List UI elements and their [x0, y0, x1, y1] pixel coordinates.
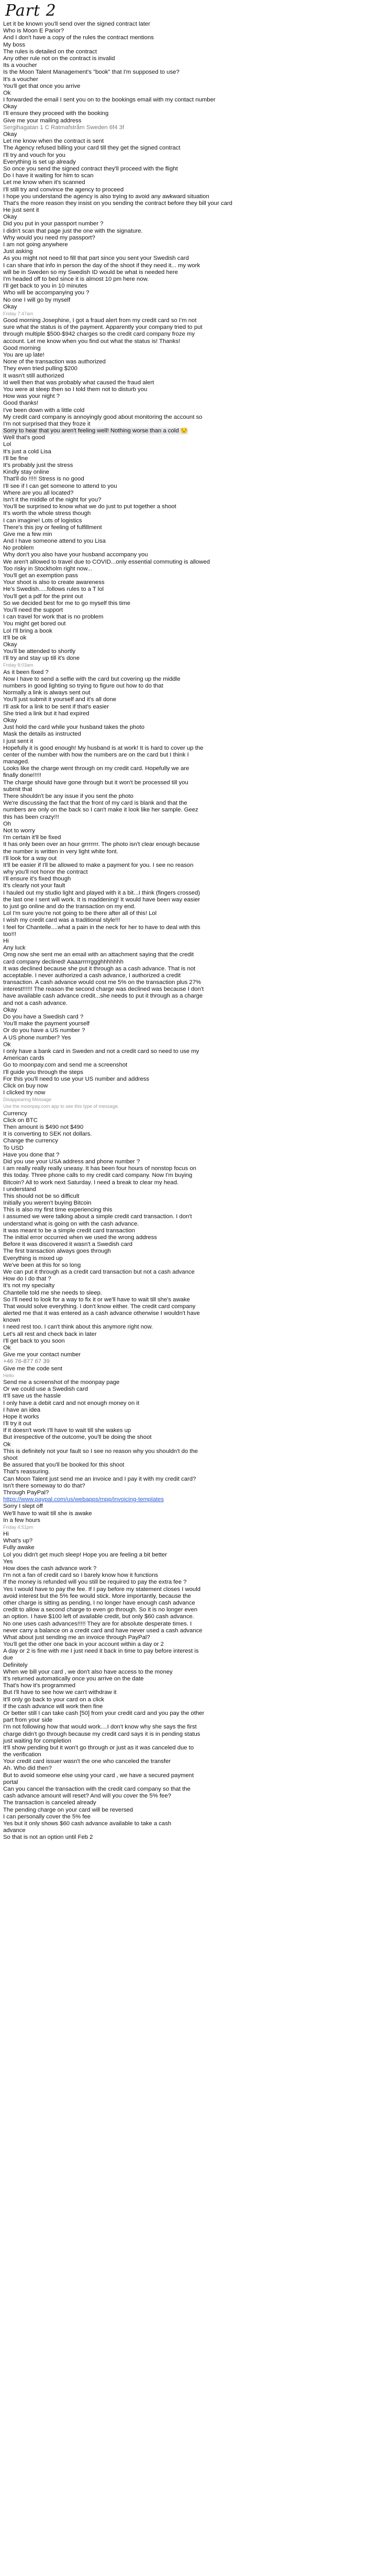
message-line: Hope it works — [3, 1413, 39, 1420]
message-line: Your credit card issuer wasn't the one who canceled the transfer — [3, 1758, 171, 1765]
message-line: Okay — [3, 214, 17, 221]
message-line: Omg now she sent me an email with an attachment saying that the credit — [3, 952, 194, 958]
message-line: I'm not surprised that they froze it — [3, 420, 91, 427]
message-line: It's a voucher — [3, 76, 38, 83]
message-line: As it been fixed ? — [3, 669, 49, 676]
message-line: No one uses cash advances!!!!! They are for absolute desperate times. I — [3, 1620, 192, 1627]
message-line: Just hold the card while your husband takes the photo — [3, 724, 145, 731]
message-line: I've been down with a little cold — [3, 407, 85, 414]
chat-transcript — [2, 21, 295, 1841]
message-line: Your shoot is also to create awareness — [3, 579, 105, 586]
message-line: She tried a link but it had expired — [3, 710, 89, 717]
message-line: Yes — [3, 1558, 13, 1565]
message-line: sure what the status is of the payment. Apparently your company tried to put — [3, 324, 203, 331]
message-line: Mask the details as instructed — [3, 731, 81, 738]
message-line: Give me your contact number — [3, 1352, 81, 1358]
message-line: You might get bored out — [3, 621, 66, 627]
message-line: You'll be attended to shortly — [3, 648, 76, 655]
timestamp-label: Friday 8:03am — [3, 662, 33, 668]
message-line: have available cash advance credit...she needs to put it through as a charge — [3, 993, 203, 1000]
message-line: It's clearly not your fault — [3, 883, 65, 889]
message-line: managed. — [3, 759, 30, 765]
message-line: It'll be easier if I'll be allowed to make a payment for you. I see no reason — [3, 862, 194, 868]
message-line: I didn't scan that page just the one with the signature. — [3, 227, 143, 234]
message-line: Give me the code sent — [3, 1365, 63, 1372]
message-line: How was your night ? — [3, 393, 60, 400]
message-line: I'll ensure they proceed with the booking — [3, 110, 109, 117]
message-line: I'll try it out — [3, 1421, 31, 1427]
message-line: That's reassuring. — [3, 1469, 50, 1475]
message-line: Why would you need my passport? — [3, 234, 95, 241]
message-line: Too risky in Stockholm right now... — [3, 565, 93, 572]
message-line: There's this joy or feeling of fulfillment — [3, 524, 102, 531]
message-line: You are up late! — [3, 352, 44, 358]
message-line: I only have a debit card and not enough money on it — [3, 1400, 140, 1406]
message-line: Isn't there someway to do that? — [3, 1482, 85, 1489]
timestamp-label: Hello — [3, 1372, 14, 1378]
message-line: We're discussing the fact that the front of my card is blank and that the — [3, 800, 187, 807]
message-line: I can imagine! Lots of logistics — [3, 517, 82, 524]
message-line: The pending charge on your card will be reversed — [3, 1806, 133, 1813]
message-line: Kindly stay online — [3, 469, 49, 476]
message-line: I hope you understand the agency is also trying to avoid any awkward situation — [3, 193, 209, 200]
message-line: None of the transaction was authorized — [3, 359, 106, 365]
message-line: Hopefully it is good enough! My husband is at work! It is hard to cover up the — [3, 745, 204, 751]
message-line: advance — [3, 1827, 26, 1834]
message-line: I'll get back to you soon — [3, 1337, 65, 1344]
message-line: just waiting for completion — [3, 1737, 71, 1744]
message-line: But irrespective of the outcome, you'll be doing the shoot — [3, 1434, 152, 1441]
message-line: other charge is sitting as pending, I no longer have enough cash advance — [3, 1599, 195, 1606]
message-line: He just sent it — [3, 207, 39, 214]
message-line: I only have a bank card in Sweden and not a credit card so need to use my — [3, 1048, 199, 1055]
message-line: It's returned automatically once you arrive on the date — [3, 1676, 144, 1682]
message-line: Any other rule not on the contract is invalid — [3, 55, 115, 62]
message-line: You were at sleep then so I told them not to disturb you — [3, 386, 148, 393]
message-line: Give me your mailing address — [3, 117, 82, 124]
message-line: You'll get an exemption pass — [3, 573, 79, 579]
message-line: How does the cash advance work ? — [3, 1565, 97, 1572]
message-line: It'll be ok — [3, 634, 27, 641]
message-line: Ok — [3, 1041, 11, 1048]
message-line: That's how it's programmed — [3, 1682, 76, 1689]
message-line: I'll look for a way out — [3, 855, 57, 862]
message-line: A day or 2 is fine with me I just need it back in time to pay before interest is — [3, 1648, 199, 1655]
message-line: Ah. Who did then? — [3, 1765, 52, 1772]
message-line: I'll be fine — [3, 455, 28, 462]
message-line: It's not my specialty — [3, 1283, 55, 1289]
message-line: too!!! — [3, 931, 17, 937]
message-line: We've been at this for so long — [3, 1262, 81, 1268]
message-line: numbers are only on the back so I can't make it look like her sample. Geez — [3, 807, 198, 814]
message-line: Ok — [3, 1441, 11, 1448]
message-line: I hauled out my studio light and played with it a bit...I think (fingers crossed) — [3, 889, 200, 896]
message-line: Let it be known you'll send over the signed contract later — [3, 21, 150, 27]
message-line: I'll see if I can get someone to attend to you — [3, 483, 117, 489]
message-line: This is also my first time experiencing this — [3, 1207, 113, 1213]
message-line: I'm not a fan of credit card so I barely know how it functions — [3, 1572, 159, 1579]
message-line: Ok — [3, 89, 11, 96]
message-line: Fully awake — [3, 1544, 35, 1551]
message-line: I need rest too. I can't think about this anymore right now. — [3, 1324, 153, 1331]
message-line: Hi — [3, 1531, 9, 1538]
message-line: It was meant to be a simple credit card transaction — [3, 1227, 135, 1234]
message-line: understand what is going on with the cash advance. — [3, 1220, 139, 1227]
message-line: We aren't allowed to travel due to COVID...only essential commuting is allowed — [3, 558, 210, 565]
message-line: shoot — [3, 1455, 18, 1461]
message-line: interest!!!!!! The reason the second charge was declined was because I don't — [3, 986, 204, 993]
message-line: Chantelle told me she needs to sleep. — [3, 1289, 103, 1296]
message-line: charge didn't go through because my credit card says it is in pending status — [3, 1731, 200, 1737]
message-line: Lol I'll bring a book — [3, 627, 52, 634]
message-line: Good thanks! — [3, 400, 39, 407]
message-line: And I have someone attend to you Lisa — [3, 538, 106, 545]
message-line: will be in Sweden so my Swedish ID would be what is needed here — [3, 269, 178, 276]
message-line: I forwarded the email I sent you on to the bookings email with my contact number — [3, 97, 216, 104]
message-line: Initially you weren't buying Bitcoin — [3, 1200, 92, 1207]
message-line: through multiple $500-$942 charges so the credit card company froze my — [3, 331, 195, 338]
message-line: Sorry I slept off — [3, 1503, 43, 1510]
message-line: center of the number with how the numbers are on the card but I think I — [3, 751, 189, 758]
message-line: I'm not following how that would work....I don't know why she says the first — [3, 1724, 197, 1731]
message-line: It has only been over an hour grrrrrrr. The photo isn't clear enough because — [3, 841, 200, 848]
message-line: But I'll have to see how we can't withdraw it — [3, 1689, 117, 1696]
message-line: the number is written in very light white font. — [3, 848, 118, 855]
message-line: It's probably just the stress — [3, 462, 73, 468]
message-line: portal — [3, 1779, 18, 1785]
message-line: Well that's good — [3, 434, 45, 441]
message-line: The charge should have gone through but it won't be processed till you — [3, 779, 188, 786]
message-line: I have an idea — [3, 1406, 40, 1413]
message-line: Or we could use a Swedish card — [3, 1386, 88, 1393]
message-line: There shouldn't be any issue if you sent the photo — [3, 793, 133, 799]
message-line: As you might not need to fill that part since you sent your Swedish card — [3, 255, 189, 262]
message-line: alerted me that it was entered as a cash advance otherwise I wouldn't have — [3, 1310, 200, 1317]
message-line: I just sent it — [3, 738, 33, 745]
message-line: It was declined because she put it through as a cash advance. That is not — [3, 965, 196, 972]
message-line: I can share that info in person the day of the shoot if they need it... my work — [3, 262, 200, 269]
message-line: You'll be surprised to know what we do just to put together a shoot — [3, 503, 176, 510]
message-line: known — [3, 1317, 20, 1324]
message-line: card company declined! Aaaarrrrrggghhhhhhh — [3, 958, 124, 965]
message-line: Isn't it the middle of the night for you? — [3, 496, 102, 503]
message-line: Okay — [3, 104, 17, 110]
message-line: A US phone number? Yes — [3, 1034, 71, 1041]
message-line: avoid interest but the 5% fee would stick. More importantly, because the — [3, 1593, 191, 1599]
message-line: Who will be accompanying you ? — [3, 290, 89, 296]
message-line: What about just sending me an invoice through PayPal? — [3, 1634, 150, 1641]
message-line: So we decided best for me to go myself this time — [3, 600, 130, 606]
message-line: It wasn't still authorized — [3, 372, 64, 379]
message-line: an option. I have $100 left of available credit, but only $60 cash advance. — [3, 1613, 194, 1620]
message-line: Have you done that ? — [3, 1151, 60, 1158]
message-line: You'll get a pdf for the print out — [3, 593, 83, 600]
message-line: Id well then that was probably what caused the fraud alert — [3, 379, 154, 386]
message-line: Just asking — [3, 248, 33, 255]
message-line: Okay — [3, 303, 17, 310]
message-line: I understand — [3, 1186, 36, 1193]
message-line: Then amount is $490 not $490 — [3, 1124, 84, 1130]
message-line: The initial error occurred when we used the wrong address — [3, 1234, 157, 1241]
message-line: account. Let me know when you find out what the status is! Thanks! — [3, 338, 181, 345]
message-line: I'll ensure it's fixed though — [3, 876, 71, 883]
message-line: Through PayPal? — [3, 1489, 49, 1496]
message-line: If the money is refunded will you still be required to pay the extra fee ? — [3, 1579, 187, 1586]
message-line: Send me a screenshot of the moonpay page — [3, 1379, 120, 1386]
message-line: Be assured that you'll be booked for this shoot — [3, 1462, 125, 1469]
message-line: The first transaction always goes through — [3, 1248, 111, 1255]
message-line: due — [3, 1655, 13, 1662]
message-line: What's up? — [3, 1538, 33, 1544]
message-line: Yes but it only shows $60 cash advance available to take a cash — [3, 1820, 172, 1827]
message-line: If it doesn't work I'll have to wait till she wakes up — [3, 1427, 131, 1434]
message-line: I'm certain it'll be fixed — [3, 834, 61, 841]
message-line: You'll get the other one back in your account within a day or 2 — [3, 1641, 164, 1648]
message-line: Let's all rest and check back in later — [3, 1331, 97, 1337]
message-line: Any luck — [3, 945, 26, 952]
message-line: +46 76-877 67 39 — [3, 1358, 50, 1365]
message-line: I'll try and stay up till it's done — [3, 655, 80, 662]
message-line: It's worth the whole stress though — [3, 510, 91, 517]
message-line: Before it was discovered it wasn't a Swedish card — [3, 1241, 133, 1248]
message-line: Lol I'm sure you're not going to be there after all of this! Lol — [3, 910, 157, 917]
message-line: Good morning — [3, 345, 41, 351]
message-line: American cards — [3, 1055, 44, 1062]
message-line: It'll save us the hassle — [3, 1393, 61, 1400]
message-line: numbers in good lighting so trying to figure out how to do that — [3, 683, 163, 689]
message-line: The transaction is canceled already — [3, 1800, 96, 1806]
message-line: Give me a few min — [3, 531, 52, 537]
message-line: to just go online and do the transaction on my end. — [3, 903, 136, 910]
message-line: part from your side — [3, 1717, 53, 1724]
message-line: Everything is set up already — [3, 158, 76, 165]
message-line: this has been crazy!!! — [3, 814, 59, 820]
message-line: Good morning Josephine, I got a fraud alert from my credit card so I'm not — [3, 317, 197, 324]
message-line: Did you put in your passport number ? — [3, 221, 104, 227]
message-line: finally done!!!!! — [3, 772, 41, 779]
message-line: and not a cash advance. — [3, 1000, 68, 1006]
message-line: The Agency refused billing your card till they get the signed contract — [3, 145, 181, 152]
message-line: My boss — [3, 41, 26, 48]
message-line: why you'll not honor the contract — [3, 869, 88, 876]
message-line: Hi — [3, 937, 9, 944]
message-line: I'll get back to you in 10 minutes — [3, 283, 87, 290]
message-line: the last one I sent will work. It is maddening! It would have been way easier — [3, 896, 200, 903]
message-line: Do I have it waiting for him to scan — [3, 173, 94, 179]
message-line: You'll just submit it yourself and it's all done — [3, 696, 117, 703]
message-line: Yes I would have to pay the fee. If I pay before my statement closes I would — [3, 1586, 200, 1593]
message-line: For this you'll need to use your US number and address — [3, 1075, 150, 1082]
message-line: I can travel for work that is no problem — [3, 614, 104, 621]
message-line: Lol you didn't get much sleep! Hope you are feeling a bit better — [3, 1551, 167, 1558]
message-line: I assumed we were talking about a simple credit card transaction. I don't — [3, 1213, 192, 1220]
message-line: When we bill your card , we don't also have access to the money — [3, 1668, 173, 1675]
message-line: Let me know when the contract is sent — [3, 138, 104, 145]
message-line: Go to moonpay.com and send me a screenshot — [3, 1062, 128, 1069]
message-line: Or do you have a US number ? — [3, 1027, 85, 1034]
message-line: Its a voucher — [3, 62, 37, 69]
message-line: Is the Moon Talent Management's "book" that I'm supposed to use? — [3, 69, 180, 76]
message-line: Did you use your USA address and phone number ? — [3, 1158, 140, 1165]
message-line: So that is not an option until Feb 2 — [3, 1834, 93, 1841]
message-line: Bitcoin? All to work next Saturday. I need a break to clear my head. — [3, 1179, 179, 1186]
message-line: I clicked try now — [3, 1090, 46, 1096]
message-line: We can put it through as a credit card transaction but not a cash advance — [3, 1268, 195, 1275]
message-line: Oh — [3, 820, 12, 827]
message-line: Lol — [3, 441, 12, 448]
message-line: Who is Moon E Parior? — [3, 28, 64, 35]
message-line: Ok — [3, 1345, 11, 1351]
message-line: the verification — [3, 1751, 41, 1758]
message-line: Where are you all located? — [3, 489, 74, 496]
message-line: I wish my credit card was a traditional style!!! — [3, 917, 120, 924]
message-line: Can you cancel the transaction with the credit card company so that the — [3, 1786, 191, 1792]
message-line: cash advance amount will reset? And will you cover the 5% fee? — [3, 1793, 171, 1800]
message-line: He's Swedish.....follows rules to a T lol — [3, 586, 104, 593]
message-line: I'll try and vouch for you — [3, 152, 65, 158]
message-line: Sergihagatan 1 C Ratmafstråm Sweden 6f4 3f — [3, 124, 125, 131]
message-line: Now I have to send a selfie with the card but covering up the middle — [3, 676, 181, 682]
message-line: That would solve everything. I don't know either. The credit card company — [3, 1303, 196, 1310]
message-line: I am not going anywhere — [3, 242, 68, 248]
message-line: this today. Three phone calls to my credit card company. Now I'm buying — [3, 1172, 193, 1179]
message-line: Okay — [3, 131, 17, 138]
message-line: Normally a link is always sent out — [3, 690, 91, 696]
message-line: No problem — [3, 545, 34, 552]
message-line: acceptable. I never authorized a cash advance, I authorized a credit — [3, 972, 181, 979]
message-line: Currency — [3, 1110, 27, 1117]
message-line: So I'll need to look for a way to fix it or we'll have to wait till she's awake — [3, 1296, 190, 1303]
message-line: To USD — [3, 1144, 24, 1151]
message-line: I'll ask for a link to be sent if that's easier — [3, 703, 109, 710]
message-line: This is definitely not your fault so I see no reason why you shouldn't do the — [3, 1448, 198, 1455]
message-line: My credit card company is annoyingly good about monitoring the account so — [3, 414, 203, 420]
message-line: Why don't you also have your husband accompany you — [3, 552, 148, 558]
message-line: never carry a balance on a credit card and have never used a cash advance — [3, 1627, 203, 1634]
message-line: But to avoid someone else using your card , we have a secured payment — [3, 1772, 194, 1779]
message-line: That'll do !!!!! Stress is no good — [3, 476, 84, 483]
message-line: I feel for Chantelle....what a pain in the neck for her to have to deal with this — [3, 924, 200, 931]
timestamp-label: Friday 4:51pm — [3, 1524, 33, 1530]
message-line: Definitely — [3, 1662, 28, 1668]
message-line: It's just a cold Lisa — [3, 448, 51, 455]
message-line: I am really really really uneasy. It has been four hours of nonstop focus on — [3, 1165, 197, 1172]
message-line: We'll have to wait till she is awake — [3, 1510, 92, 1517]
message-line: Or better still I can take cash [50] from your credit card and you pay the other — [3, 1710, 205, 1716]
message-line: Okay — [3, 641, 17, 648]
message-line: If the cash advance will work then fine — [3, 1703, 103, 1710]
page-title: Part 2 — [5, 2, 57, 20]
message-line: Do you have a Swedish card ? — [3, 1014, 84, 1020]
message-line: That's the more reason they insist on you sending the contract before they bill your card — [3, 200, 232, 207]
message-line: So once you send the signed contract they'll proceed with the flight — [3, 165, 178, 172]
message-line: Okay — [3, 1006, 17, 1013]
message-line: It is converting to SEK not dollars. — [3, 1131, 92, 1138]
message-line: They even tried pulling $200 — [3, 365, 77, 372]
message-line: Click on BTC — [3, 1117, 38, 1124]
timestamp-label: Friday 7:47am — [3, 311, 33, 316]
message-link[interactable]: https://www.paypal.com/us/webapps/mpp/invoicing-templates — [3, 1496, 164, 1503]
message-line: It'll only go back to your card on a click — [3, 1696, 105, 1703]
message-line: You'll need the support — [3, 606, 63, 613]
message-line: I'm headed off to bed since it is almost 10 pm here now. — [3, 276, 149, 282]
message-line: I'll still try and convince the agency to proceed — [3, 186, 124, 193]
message-line: transaction. A cash advance would cost me 5% on the transaction plus 27% — [3, 979, 201, 986]
message-line: It'll show pending but it won't go through or just as it was canceled due to — [3, 1744, 194, 1751]
message-line: credit to allow a second charge to even go through. So it is no longer even — [3, 1607, 198, 1613]
message-line: The rules is detailed on the contract — [3, 48, 97, 55]
message-line: This should not be so difficult — [3, 1193, 80, 1199]
message-line: I'll guide you through the steps — [3, 1069, 83, 1075]
message-line: Looks like the charge went through on my credit card. Hopefully we are — [3, 765, 189, 772]
message-line: Okay — [3, 717, 17, 724]
message-line: I can personally cover the 5% fee — [3, 1813, 91, 1820]
message-line: Not to worry — [3, 827, 35, 834]
message-line: Click on buy now — [3, 1082, 48, 1089]
message-line: And I don't have a copy of the rules the contract mentions — [3, 35, 154, 41]
message-line: No one I will go by myself — [3, 296, 71, 303]
timestamp-label: Disappearing Message — [3, 1097, 52, 1103]
message-line: You'll get that once you arrive — [3, 83, 81, 89]
timestamp-label: Use the moonpay.com app to see this type of message. — [3, 1104, 119, 1109]
message-line: Let me know when it's scanned — [3, 179, 85, 186]
message-line: Everything is mixed up — [3, 1255, 63, 1262]
message-line: Sorry to hear that you aren't feeling well! Nothing worse than a cold 😒 — [3, 428, 188, 434]
message-line: In a few hours — [3, 1517, 40, 1524]
message-line: Can Moon Talent just send me an invoice and I pay it with my credit card? — [3, 1475, 196, 1482]
message-line: You'll make the payment yourself — [3, 1021, 90, 1027]
message-line: submit that — [3, 786, 32, 793]
message-line: How do I do that ? — [3, 1276, 51, 1283]
message-line: Change the currency — [3, 1138, 58, 1144]
